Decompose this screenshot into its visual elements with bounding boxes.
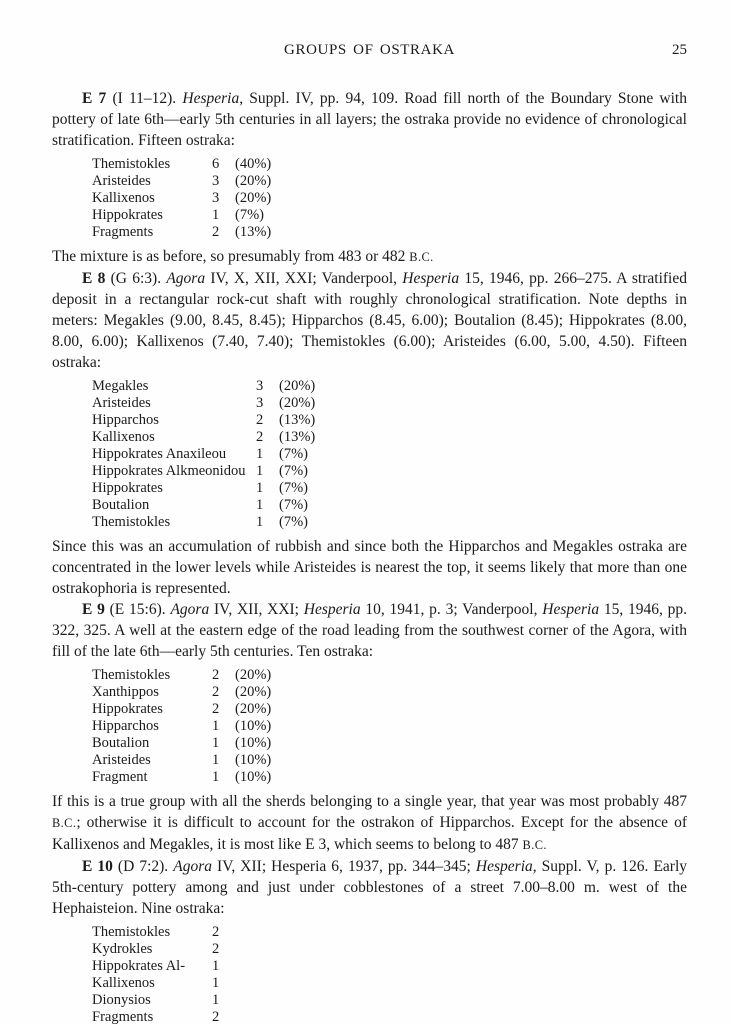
cell-pct: (20%) xyxy=(279,395,316,411)
cell-count: 1 xyxy=(256,446,264,462)
cell-name: Kydrokles xyxy=(92,941,153,957)
cell-count: 1 xyxy=(212,992,220,1008)
ostraka-table-e7 xyxy=(92,156,687,241)
paragraph-e7 xyxy=(52,88,687,151)
cell-name: Hippokrates Anaxileou xyxy=(92,446,227,462)
text-segment: ; otherwise it is difficult to account for the ostrakon of Hipparchos. Except for the absence of Kallixenos and Megakles, it is most like E 3, which seems to belong to 487 xyxy=(52,814,687,853)
cell-count: 1 xyxy=(212,752,220,768)
table-row xyxy=(92,924,687,941)
table-row xyxy=(92,1009,687,1024)
cell-name: Hipparchos xyxy=(92,718,159,734)
text-segment: Agora xyxy=(173,858,212,875)
paragraph-since xyxy=(52,536,687,599)
cell-count: 2 xyxy=(212,701,220,717)
table-row xyxy=(92,769,687,786)
table-row xyxy=(92,958,687,975)
cell-pct: (13%) xyxy=(279,412,316,428)
text-segment: , Suppl. IV, pp. 94, 109. Road fill north of the Boundary Stone with pottery of late 6th—early 5th centuries in all layers; the ostraka provide no evidence of chronological stratification. Fifteen ostraka: xyxy=(52,90,687,149)
text-segment: Hesperia xyxy=(542,601,600,618)
table-row xyxy=(92,752,687,769)
table-row xyxy=(92,718,687,735)
table-row xyxy=(92,701,687,718)
cell-count: 2 xyxy=(212,1009,220,1024)
text-segment: B.C. xyxy=(409,250,434,264)
text-segment: Hesperia xyxy=(182,90,240,107)
cell-name: Kallixenos xyxy=(92,975,155,991)
text-segment: 15, 1946, pp. 322, 325. A well at the eastern edge of the road leading from the southwest corner of the Agora, with fill of the late 6th—early 5th centuries. Ten ostraka: xyxy=(52,601,688,660)
cell-count: 1 xyxy=(212,769,220,785)
table-row xyxy=(92,224,687,241)
cell-pct: (20%) xyxy=(235,173,272,189)
text-segment: Agora xyxy=(166,270,206,287)
cell-count: 2 xyxy=(212,941,220,957)
table-row xyxy=(92,975,687,992)
cell-count: 2 xyxy=(256,429,264,445)
text-segment: B.C. xyxy=(522,838,547,852)
cell-pct: (10%) xyxy=(235,735,272,751)
table-row xyxy=(92,667,687,684)
table-row xyxy=(92,378,687,395)
table-row xyxy=(92,190,687,207)
table-row xyxy=(92,173,687,190)
cell-count: 3 xyxy=(212,173,220,189)
page-number: 25 xyxy=(672,42,687,58)
cell-count: 1 xyxy=(212,207,220,223)
cell-pct: (10%) xyxy=(235,752,272,768)
ostraka-table-e8 xyxy=(92,378,687,531)
cell-count: 1 xyxy=(256,514,264,530)
table-row xyxy=(92,395,687,412)
cell-name: Boutalion xyxy=(92,735,150,751)
cell-pct: (10%) xyxy=(235,769,272,785)
text-segment: 15, 1946, pp. 266–275. A stratified deposit in a rectangular rock-cut shaft with roughly chronological stratification. Note depths in meters: Megakles (9.00, 8.45, 8.45); Hipparchos (8.45, 6.00); Boutalion (8.45); Hippokrates (8.00, 8.00, 6.00); Kallixenos (7.40, 7.40); Themistokles (6.00); Aristeides (6.00, 5.00, 4.50). Fifteen ostraka: xyxy=(52,270,687,371)
paragraph-e8 xyxy=(52,268,687,373)
text-segment: Hesperia xyxy=(475,858,533,875)
ostraka-table-e10 xyxy=(92,924,687,1024)
cell-count: 3 xyxy=(256,378,264,394)
text-segment: E 8 xyxy=(82,270,106,287)
text-segment: E 7 xyxy=(82,90,107,107)
cell-pct: (20%) xyxy=(235,190,272,206)
text-segment: E 10 xyxy=(82,858,113,875)
cell-name: Fragments xyxy=(92,224,154,240)
table-row xyxy=(92,514,687,531)
text-segment: , Suppl. V, p. 126. Early 5th-century pottery among and just under cobblestones of a street 7.00–8.00 m. west of the Hephaisteion. Nine ostraka: xyxy=(52,858,688,917)
cell-name: Megakles xyxy=(92,378,149,394)
cell-count: 2 xyxy=(212,924,220,940)
cell-count: 2 xyxy=(212,224,220,240)
text-segment: IV, XII; Hesperia 6, 1937, pp. 344–345; xyxy=(211,858,476,875)
cell-name: Aristeides xyxy=(92,173,151,189)
cell-pct: (7%) xyxy=(235,207,264,223)
text-segment: E 9 xyxy=(82,601,105,618)
text-segment: B.C. xyxy=(52,816,77,830)
text-segment: Since this was an accumulation of rubbish and since both the Hipparchos and Megakles ostraka are concentrated in the lower levels while Aristeides is nearest the top, it seems likely that more than one ostrakophoria is represented. xyxy=(52,538,687,597)
table-row xyxy=(92,207,687,224)
cell-name: Themistokles xyxy=(92,924,171,940)
cell-pct: (20%) xyxy=(235,684,272,700)
table-row xyxy=(92,497,687,514)
cell-name: Themistokles xyxy=(92,514,171,530)
cell-name: Fragment xyxy=(92,769,148,785)
cell-count: 1 xyxy=(212,958,220,974)
table-row xyxy=(92,156,687,173)
cell-name: Themistokles xyxy=(92,156,171,172)
cell-name: Hippokrates xyxy=(92,701,163,717)
cell-pct: (7%) xyxy=(279,480,308,496)
table-row xyxy=(92,446,687,463)
paragraph-e10 xyxy=(52,856,687,919)
cell-name: Hippokrates xyxy=(92,207,163,223)
text-segment: (E 15:6). xyxy=(104,601,171,618)
cell-count: 2 xyxy=(256,412,264,428)
cell-count: 3 xyxy=(212,190,220,206)
paragraph-e9 xyxy=(52,599,687,662)
text-segment: The mixture is as before, so presumably from 483 or 482 xyxy=(52,248,410,265)
cell-name: Dionysios xyxy=(92,992,151,1008)
text-segment: (I 11–12). xyxy=(106,90,183,107)
cell-name: Fragments xyxy=(92,1009,154,1024)
cell-count: 2 xyxy=(212,684,220,700)
cell-count: 1 xyxy=(212,718,220,734)
cell-count: 1 xyxy=(212,975,220,991)
cell-count: 1 xyxy=(256,480,264,496)
cell-pct: (20%) xyxy=(235,701,272,717)
page-title: GROUPS OF OSTRAKA xyxy=(284,42,455,58)
cell-pct: (13%) xyxy=(279,429,316,445)
paragraph-mixture xyxy=(52,246,687,268)
cell-name: Hippokrates xyxy=(92,480,163,496)
cell-name: Aristeides xyxy=(92,752,151,768)
text-segment: Hesperia xyxy=(402,270,460,287)
cell-name: Kallixenos xyxy=(92,190,155,206)
paragraph-if xyxy=(52,791,687,856)
cell-name: Boutalion xyxy=(92,497,150,513)
cell-pct: (7%) xyxy=(279,497,308,513)
cell-count: 3 xyxy=(256,395,264,411)
table-row xyxy=(92,480,687,497)
cell-pct: (40%) xyxy=(235,156,272,172)
table-row xyxy=(92,735,687,752)
table-row xyxy=(92,429,687,446)
running-head xyxy=(52,42,687,62)
cell-pct: (20%) xyxy=(235,667,272,683)
ostraka-table-e9 xyxy=(92,667,687,786)
cell-count: 1 xyxy=(212,735,220,751)
cell-name: Themistokles xyxy=(92,667,171,683)
text-segment: Agora xyxy=(170,601,210,618)
table-row xyxy=(92,992,687,1009)
cell-count: 1 xyxy=(256,463,264,479)
table-row xyxy=(92,684,687,701)
table-row xyxy=(92,412,687,429)
cell-name: Hippokrates Al- xyxy=(92,958,186,974)
cell-name: Kallixenos xyxy=(92,429,155,445)
cell-name: Xanthippos xyxy=(92,684,159,700)
text-segment: If this is a true group with all the sherds belonging to a single year, that year was most probably 487 xyxy=(52,793,687,810)
table-row xyxy=(92,941,687,958)
text-segment: IV, X, XII, XXI; Vanderpool, xyxy=(205,270,403,287)
text-segment: IV, XII, XXI; xyxy=(209,601,304,618)
cell-name: Aristeides xyxy=(92,395,151,411)
text-segment: 10, 1941, p. 3; Vanderpool, xyxy=(360,601,543,618)
text-segment: Hesperia xyxy=(303,601,361,618)
cell-pct: (7%) xyxy=(279,514,308,530)
text-segment: (G 6:3). xyxy=(105,270,167,287)
cell-count: 1 xyxy=(256,497,264,513)
cell-name: Hippokrates Alkmeonidou xyxy=(92,463,246,479)
cell-count: 6 xyxy=(212,156,220,172)
text-segment: (D 7:2). xyxy=(112,858,174,875)
cell-name: Hipparchos xyxy=(92,412,159,428)
cell-pct: (7%) xyxy=(279,446,308,462)
table-row xyxy=(92,463,687,480)
cell-pct: (10%) xyxy=(235,718,272,734)
cell-count: 2 xyxy=(212,667,220,683)
cell-pct: (7%) xyxy=(279,463,308,479)
cell-pct: (13%) xyxy=(235,224,272,240)
cell-pct: (20%) xyxy=(279,378,316,394)
